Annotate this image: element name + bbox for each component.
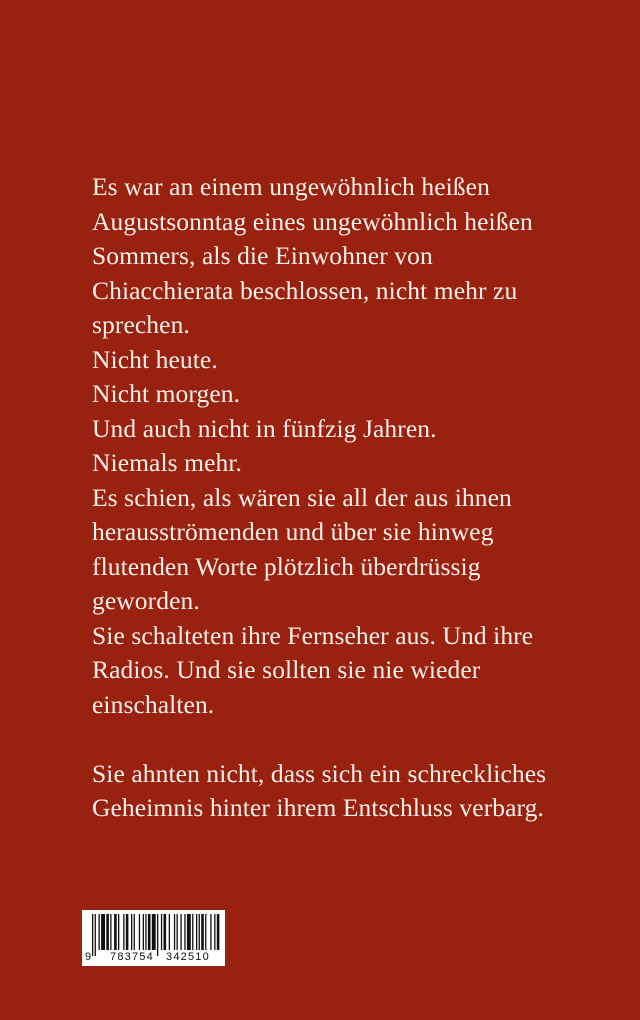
barcode-bar	[106, 914, 109, 950]
barcode-bar	[187, 914, 191, 950]
barcode-bar	[123, 914, 124, 950]
blurb-line: herausströmenden und über sie hinweg	[92, 517, 494, 546]
barcode-right-digits: 342510	[166, 951, 210, 963]
barcode-bar	[169, 914, 170, 950]
barcode-bar	[180, 914, 181, 950]
blurb-line: flutenden Worte plötzlich überdrüssig	[92, 551, 481, 581]
barcode-bar	[139, 914, 140, 950]
blurb-line: Es war an einem ungewöhnlich heißen	[92, 172, 490, 201]
blurb-line: Nicht heute.	[92, 344, 218, 374]
barcode-bar	[214, 914, 215, 950]
blurb-line: sprechen.	[92, 310, 190, 339]
paragraph-gap	[92, 722, 622, 757]
barcode-lead-digit: 9	[85, 951, 92, 963]
barcode-bar	[101, 914, 105, 950]
barcode-bar	[152, 914, 156, 950]
barcode-bar	[205, 914, 206, 950]
barcode-bar	[134, 914, 135, 950]
barcode-number	[82, 950, 225, 966]
barcode-bar	[184, 914, 185, 950]
barcode-bar	[118, 914, 119, 950]
barcode-bar	[199, 914, 200, 950]
blurb-line: Es schien, als wären sie all der aus ihnen	[92, 482, 512, 512]
blurb-line: Und auch nicht in fünfzig Jahren.	[92, 413, 437, 443]
blurb-line: Radios. Und sie sollten sie nie wieder	[92, 655, 481, 684]
blurb-line: einschalten.	[92, 689, 215, 719]
barcode-bar	[196, 914, 197, 950]
barcode-bar	[174, 914, 175, 950]
blurb-line: Geheimnis hinter ihrem Entschluss verbarg.	[92, 793, 545, 822]
isbn-barcode	[82, 910, 225, 966]
barcode-left-digits: 783754	[110, 951, 154, 963]
barcode-bar	[131, 914, 132, 950]
blurb-line: Augustsonntag eines ungewöhnlich heißen	[92, 206, 533, 236]
blurb-line: Niemals mehr.	[92, 448, 243, 477]
barcode-bar	[201, 914, 204, 950]
barcode-bar	[148, 914, 151, 950]
barcode-bar	[177, 914, 178, 950]
blurb-line: Sommers, als die Einwohner von	[92, 241, 433, 270]
blurb-line: Chiacchierata beschlossen, nicht mehr zu	[92, 275, 518, 305]
barcode-bar	[161, 914, 162, 950]
barcode-bar	[114, 914, 117, 950]
blurb-line: Sie schalteten ihre Fernseher aus. Und ihre	[92, 620, 534, 650]
barcode-bar	[99, 914, 100, 950]
blurb-line: Nicht morgen.	[92, 379, 241, 408]
blurb-line: Sie ahnten nicht, dass sich ein schreckliches	[92, 758, 547, 788]
back-cover-blurb	[92, 170, 622, 826]
barcode-bar	[110, 914, 111, 950]
barcode-bar	[145, 914, 146, 950]
barcode-bar	[210, 914, 211, 950]
barcode-bar	[164, 914, 167, 950]
barcode-bar	[192, 914, 193, 950]
barcode-bar	[126, 914, 129, 950]
barcode-bar	[217, 914, 220, 950]
barcode-bar	[143, 914, 144, 950]
blurb-line: geworden.	[92, 586, 200, 615]
